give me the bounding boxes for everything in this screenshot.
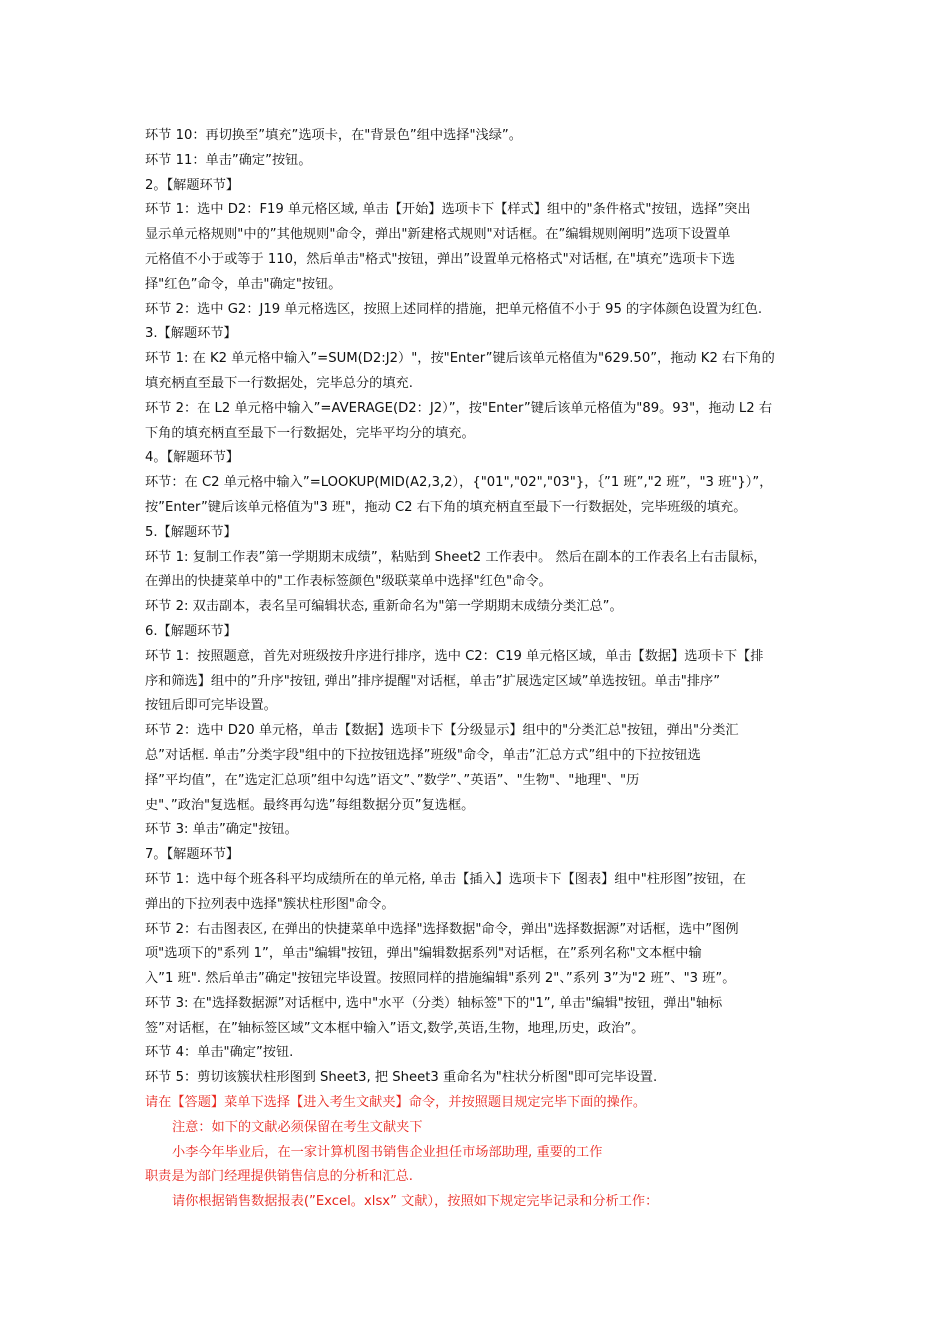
instruction-line: 请在【答题】菜单下选择【进入考生文献夹】命令，并按照题目规定完毕下面的操作。 [145, 1095, 647, 1111]
text-line: 环节 10：再切换至”填充”选项卡，在"背景色”组中选择"浅绿”。 [145, 128, 522, 143]
text-line: 环节 3: 在"选择数据源”对话框中, 选中"水平（分类）轴标签"下的"1”, 单击"编辑"按钮，弹出"轴标 [145, 995, 723, 1011]
text-line: 环节 4：单击"确定”按钮. [145, 1045, 294, 1061]
text-line: 环节 3: 单击”确定"按钮。 [145, 822, 298, 838]
text-line: 环节：在 C2 单元格中输入”=LOOKUP(MID(A2,3,2），{"01","02","03"}，｛”1 班”,"2 班”，"3 班"}）”， [145, 475, 773, 491]
text-line: 总”对话框. 单击”分类字段"组中的下拉按钮选择”班级"命令，单击”汇总方式”组中的下拉按钮选 [145, 747, 701, 763]
section-heading: 4。【解题环节】 [145, 450, 240, 466]
text-line: 弹出的下拉列表中选择"簇状柱形图"命令。 [145, 896, 395, 912]
section-heading: 6.【解题环节】 [145, 623, 237, 639]
text-line: 项"选项下的"系列 1”，单击"编辑"按钮，弹出"编辑数据系列"对话框，在”系列名称"文本框中输 [145, 946, 702, 962]
text-line: 环节 2：选中 D20 单元格，单击【数据】选项卡下【分级显示】组中的"分类汇总"按钮，弹出"分类汇 [145, 723, 739, 739]
text-line: 显示单元格规则"中的”其他规则"命令，弹出"新建格式规则"对话框。在”编辑规则阐明”选项下设置单 [145, 227, 731, 243]
section-heading: 3.【解题环节】 [145, 326, 237, 342]
text-line: 环节 11：单击”确定”按钮。 [145, 152, 312, 168]
text-line: 环节 1: 复制工作表”第一学期期末成绩”，粘贴到 Sheet2 工作表中。 然后在副本的工作表名上右击鼠标， [145, 549, 767, 565]
text-line: 元格值不小于或等于 110，然后单击"格式"按钮，弹出”设置单元格格式"对话框, 在"填充”选项卡下选 [145, 251, 735, 267]
text-line: 环节 1：选中每个班各科平均成绩所在的单元格, 单击【插入】选项卡下【图表】组中"柱形图”按钮，在 [145, 871, 746, 887]
text-line: 在弹出的快捷菜单中的"工作表标签颜色"级联菜单中选择"红色"命令。 [145, 574, 552, 590]
section-heading: 5.【解题环节】 [145, 524, 237, 540]
text-line: 环节 5：剪切该簇状柱形图到 Sheet3, 把 Sheet3 重命名为"柱状分析图"即可完毕设置. [145, 1070, 658, 1086]
section-heading: 7。【解题环节】 [145, 847, 240, 863]
task-line: 请你根据销售数据报表(”Excel。xlsx” 文献），按照如下规定完毕记录和分析工作： [172, 1194, 659, 1210]
text-line: 按”Enter”键后该单元格值为"3 班"，拖动 C2 右下角的填充柄直至最下一行数据处，完毕班级的填充。 [145, 499, 747, 515]
text-line: 序和筛选】组中的”升序"按钮, 弹出”排序提醒"对话框，单击”扩展选定区域”单选按钮。单击"排序” [145, 673, 721, 689]
scenario-line: 小李今年毕业后，在一家计算机图书销售企业担任市场部助理, 重要的工作 [172, 1144, 603, 1160]
text-line: 下角的填充柄直至最下一行数据处，完毕平均分的填充。 [145, 425, 475, 441]
notice-line: 注意：如下的文献必须保留在考生文献夹下 [172, 1119, 423, 1135]
text-line: 择"红色”命令，单击"确定"按钮。 [145, 276, 342, 292]
text-line: 入”1 班". 然后单击”确定"按钮完毕设置。按照同样的措施编辑"系列 2"、”系列 3”为"2 班”、"3 班”。 [145, 971, 736, 987]
document-body [145, 124, 813, 1215]
text-line: 填充柄直至最下一行数据处，完毕总分的填充. [145, 375, 413, 391]
text-line: 环节 2：选中 G2：J19 单元格选区，按照上述同样的措施，把单元格值不小于 95 的字体颜色设置为红色. [145, 301, 763, 317]
text-line: 环节 2：右击图表区, 在弹出的快捷菜单中选择"选择数据"命令，弹出"选择数据源”对话框，选中”图例 [145, 921, 739, 937]
text-line: 环节 2: 双击副本，表名呈可编辑状态, 重新命名为"第一学期期末成绩分类汇总”。 [145, 599, 623, 615]
scenario-line: 职责是为部门经理提供销售信息的分析和汇总. [145, 1169, 413, 1185]
text-line: 环节 1：按照题意，首先对班级按升序进行排序，选中 C2：C19 单元格区域，单击【数据】选项卡下【排 [145, 648, 764, 664]
text-line: 环节 1: 在 K2 单元格中输入”=SUM(D2:J2）"，按"Enter”键后该单元格值为"629.50”，拖动 K2 右下角的 [145, 351, 775, 367]
text-line: 史"、”政治"复选框。最终再勾选”每组数据分页”复选框。 [145, 797, 475, 813]
text-line: 按钮后即可完毕设置。 [145, 698, 277, 714]
text-line: 签”对话框，在”轴标签区域”文本框中输入”语文,数学,英语,生物，地理,历史，政治”。 [145, 1020, 645, 1036]
text-line: 择”平均值”，在”选定汇总项”组中勾选”语文”、”数学”、”英语”、"生物"、"地理"、"历 [145, 772, 640, 788]
text-line: 环节 2：在 L2 单元格中输入”=AVERAGE(D2：J2）”，按"Enter”键后该单元格值为"89。93"，拖动 L2 右 [145, 400, 773, 416]
text-line: 环节 1：选中 D2：F19 单元格区域, 单击【开始】选项卡下【样式】组中的"条件格式"按钮，选择”突出 [145, 202, 751, 218]
section-heading: 2。【解题环节】 [145, 177, 240, 193]
